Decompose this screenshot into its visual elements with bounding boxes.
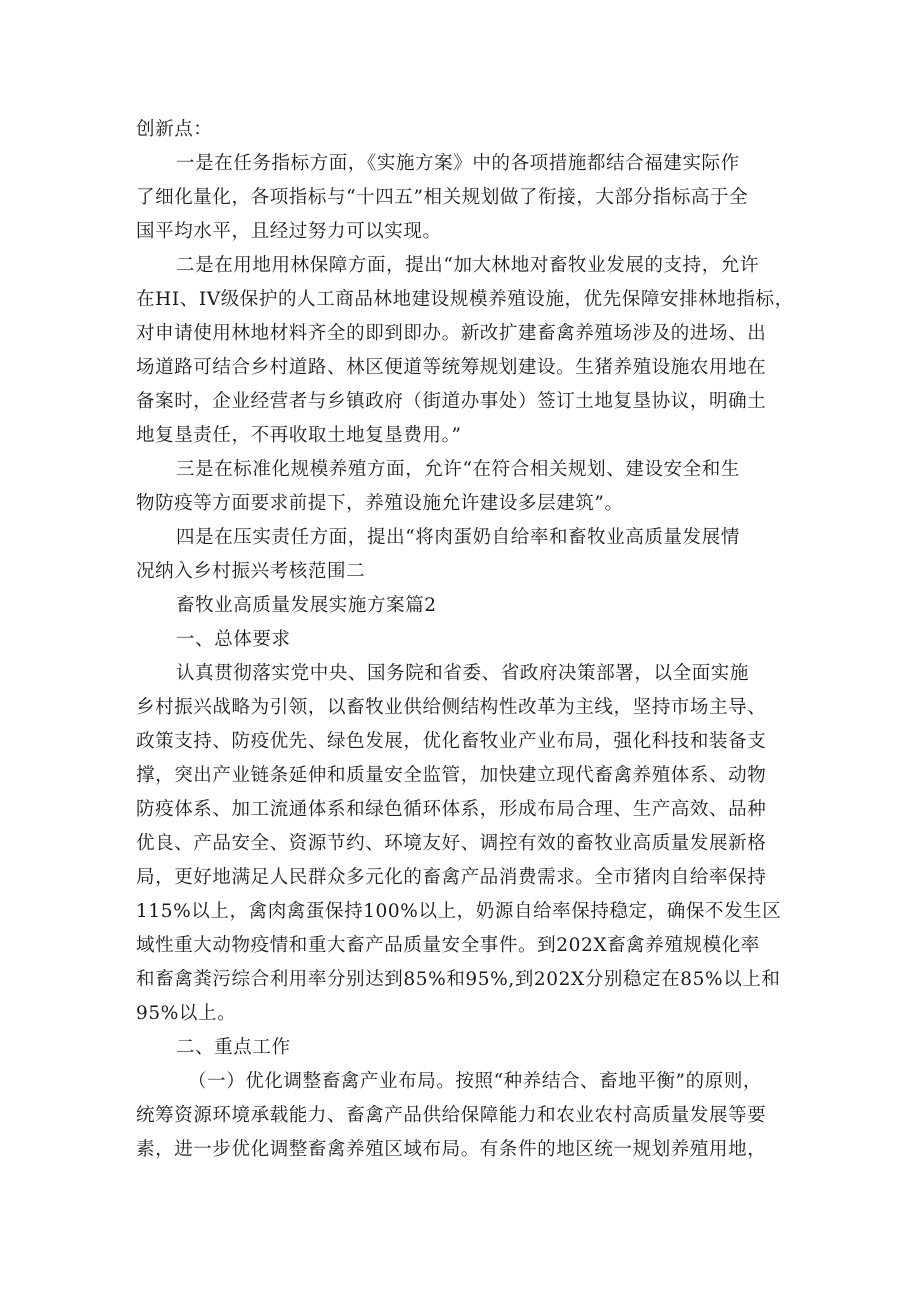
text-line: 场道路可结合乡村道路、林区便道等统筹规划建设。生猪养殖设施农用地在 bbox=[136, 357, 767, 378]
text-line: 国平均水平，且经过努力可以实现。 bbox=[136, 221, 442, 242]
text-line: 创新点： bbox=[136, 119, 213, 140]
paragraph-4-line: 四是在压实责任方面，提出“将肉蛋奶自给率和畜牧业高质量发展情 bbox=[176, 527, 740, 548]
text-line: 统筹资源环境承载能力、畜禽产品供给保障能力和农业农村高质量发展等要 bbox=[136, 1105, 767, 1126]
text-line: 域性重大动物疫情和重大畜产品质量安全事件。到202X畜禽养殖规模化率 bbox=[136, 935, 760, 956]
text-line: 地复垦责任，不再收取土地复垦费用。” bbox=[136, 425, 462, 446]
text-line: 在HI、IV级保护的人工商品林地建设规模养殖设施，优先保障安排林地指标， bbox=[136, 289, 794, 310]
text-line: 物防疫等方面要求前提下，养殖设施允许建设多层建筑”。 bbox=[136, 493, 624, 514]
text-line: 备案时，企业经营者与乡镇政府（街道办事处）签订土地复垦协议，明确土 bbox=[136, 391, 767, 412]
text-line: 了细化量化，各项指标与“十四五”相关规划做了衔接，大部分指标高于全 bbox=[136, 187, 749, 208]
text-line: 95%以上。 bbox=[136, 1003, 237, 1024]
paragraph-3-line: 三是在标准化规模养殖方面，允许“在符合相关规划、建设安全和生 bbox=[176, 459, 740, 480]
heading-key-tasks: 二、重点工作 bbox=[176, 1037, 291, 1058]
paragraph-6-line: （一）优化调整畜禽产业布局。按照“种养结合、畜地平衡”的原则， bbox=[188, 1071, 763, 1092]
text-line: 素，进一步优化调整畜禽养殖区域布局。有条件的地区统一规划养殖用地， bbox=[136, 1139, 767, 1160]
text-line: 况纳入乡村振兴考核范围二 bbox=[136, 561, 366, 582]
paragraph-5-line: 认真贯彻落实党中央、国务院和省委、省政府决策部署，以全面实施 bbox=[176, 663, 750, 684]
text-line: 优良、产品安全、资源节约、环境友好、调控有效的畜牧业高质量发展新格 bbox=[136, 833, 767, 854]
text-line: 115%以上，禽肉禽蛋保持100%以上，奶源自给率保持稳定，确保不发生区 bbox=[136, 901, 782, 922]
paragraph-1-line: 一是在任务指标方面，《实施方案》中的各项措施都结合福建实际作 bbox=[176, 153, 740, 174]
document-body bbox=[136, 113, 796, 1167]
text-line: 对申请使用林地材料齐全的即到即办。新改扩建畜禽养殖场涉及的进场、出 bbox=[136, 323, 767, 344]
text-line: 政策支持、防疫优先、绿色发展，优化畜牧业产业布局，强化科技和装备支 bbox=[136, 731, 767, 752]
text-line: 局，更好地满足人民群众多元化的畜禽产品消费需求。全市猪肉自给率保持 bbox=[136, 867, 767, 888]
text-line: 和畜禽粪污综合利用率分别达到85%和95%,到202X分别稳定在85%以上和 bbox=[136, 969, 781, 990]
text-line: 防疫体系、加工流通体系和绿色循环体系，形成布局合理、生产高效、品种 bbox=[136, 799, 767, 820]
text-line: 撑，突出产业链条延伸和质量安全监管，加快建立现代畜禽养殖体系、动物 bbox=[136, 765, 767, 786]
text-line: 乡村振兴战略为引领，以畜牧业供给侧结构性改革为主线，坚持市场主导、 bbox=[136, 697, 767, 718]
heading-general-requirements: 一、总体要求 bbox=[176, 629, 291, 650]
section-title: 畜牧业高质量发展实施方案篇2 bbox=[176, 595, 437, 616]
paragraph-2-line: 二是在用地用林保障方面，提出“加大林地对畜牧业发展的支持，允许 bbox=[176, 255, 760, 276]
